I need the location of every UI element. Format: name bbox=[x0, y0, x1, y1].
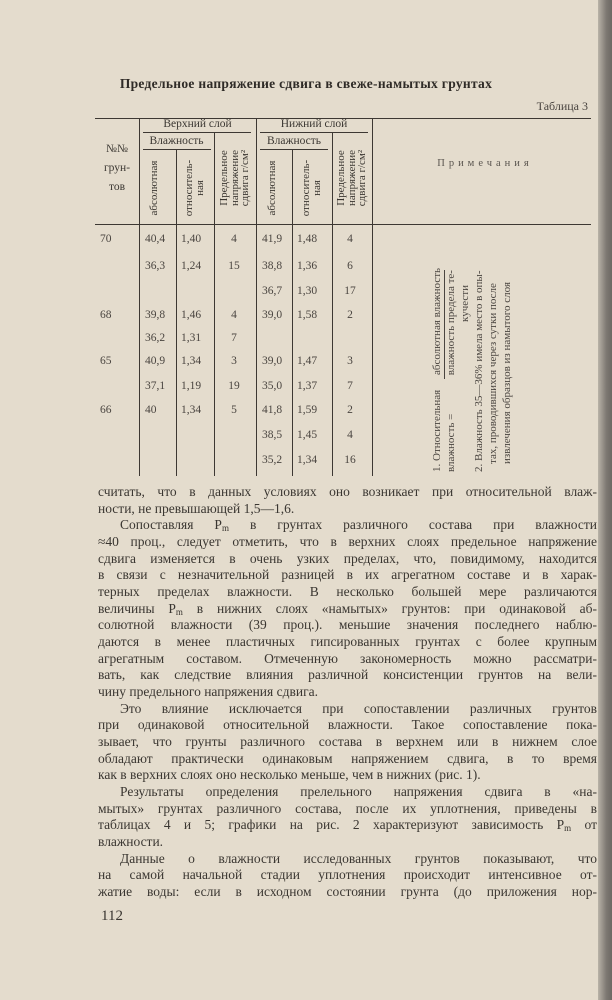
table-cell: 16 bbox=[344, 454, 356, 466]
column-rule bbox=[292, 150, 293, 476]
note-text: 1. Относительная bbox=[431, 389, 443, 472]
table-cell: 1,48 bbox=[297, 233, 318, 245]
table-cell: 7 bbox=[347, 380, 353, 392]
table-cell: 4 bbox=[347, 233, 353, 245]
text-line: как в верхних слоях оно несколько меньше, чем в нижних (рис. 1). bbox=[98, 767, 481, 783]
table-cell: 19 bbox=[228, 380, 240, 392]
text-line: Результаты определения прелельного напряжения сдвига в «на- bbox=[120, 784, 597, 800]
table-cell: 3 bbox=[231, 355, 237, 367]
table-cell: 35,2 bbox=[262, 454, 283, 466]
text-span: таблицах 4 и 5; графики на рис. 2 характеризуют зависимость P bbox=[98, 817, 565, 833]
table-cell: 35,0 bbox=[262, 380, 283, 392]
text-line: чину предельного напряжения сдвига. bbox=[98, 684, 318, 700]
table-cell: 6 bbox=[347, 260, 353, 272]
header-text: относитель- bbox=[183, 159, 195, 217]
note-text: влажность = bbox=[445, 413, 457, 472]
header-lower-absolute: абсолютная bbox=[266, 160, 278, 216]
header-text: сдвига г/см² bbox=[356, 149, 368, 207]
table-cell: 38,8 bbox=[262, 260, 283, 272]
table-cell: 40 bbox=[145, 404, 157, 416]
note-text: кучести bbox=[459, 285, 471, 322]
text-line: сдвига изменяется в очень узких пределах, что, повидимому, находится bbox=[98, 550, 597, 566]
table-cell: 3 bbox=[347, 355, 353, 367]
header-lower-relative bbox=[301, 155, 323, 221]
text-line: при одинаковой относительной влажности. Такое сопоставление пока- bbox=[98, 717, 597, 733]
text-line: ности, не превышающей 1,5—1,6. bbox=[98, 500, 295, 516]
table-cell: 1,24 bbox=[181, 260, 202, 272]
text-line bbox=[98, 601, 597, 617]
table-cell: 17 bbox=[344, 285, 356, 297]
text-span: величины P bbox=[98, 600, 176, 616]
header-no-line: №№ bbox=[106, 143, 128, 155]
note-fraction-numerator: абсолютная влажность bbox=[431, 267, 443, 376]
column-rule bbox=[332, 132, 333, 476]
subscript: m bbox=[564, 823, 572, 834]
table-cell: 68 bbox=[100, 309, 112, 321]
text-line: считать, что в данных условиях оно возникает при относительной влаж- bbox=[98, 484, 597, 499]
note-1 bbox=[444, 232, 458, 472]
table-cell: 1,46 bbox=[181, 309, 202, 321]
header-text: ная bbox=[310, 180, 323, 196]
table-cell: 1,37 bbox=[297, 380, 318, 392]
text-span: в нижних слоях «намытых» грунтов: при одинаковой аб- bbox=[182, 600, 597, 616]
text-line bbox=[120, 517, 597, 533]
table-cell: 4 bbox=[231, 233, 237, 245]
upper-layer-rule bbox=[143, 132, 251, 133]
text-span: в грунтах различного состава при влажности bbox=[228, 517, 597, 533]
table-number: Таблица 3 bbox=[536, 99, 588, 113]
table-cell: 65 bbox=[100, 355, 112, 367]
text-line: ≈40 проц., следует отметить, что в верхних слоях предельное напряжение bbox=[98, 534, 597, 549]
header-no bbox=[97, 140, 137, 197]
table-cell: 1,58 bbox=[297, 309, 318, 321]
note-1 bbox=[430, 232, 444, 472]
header-upper-humidity: Влажность bbox=[149, 135, 204, 147]
subscript: m bbox=[175, 606, 183, 617]
header-text: Предельное bbox=[218, 150, 230, 206]
table-cell: 36,2 bbox=[145, 332, 166, 344]
table-cell: 1,30 bbox=[297, 285, 318, 297]
note-2: тах, проводившихся через сутки после bbox=[487, 283, 499, 464]
table-cell: 37,1 bbox=[145, 380, 166, 392]
text-line: вать, как следствие влияния различной консистенции грунтов на вели- bbox=[98, 667, 597, 683]
header-text: напряжение bbox=[345, 149, 358, 207]
header-notes: Примечания bbox=[437, 158, 533, 169]
header-lower-humidity: Влажность bbox=[266, 135, 322, 147]
header-text: ная bbox=[193, 180, 206, 196]
header-upper-absolute: абсолютная bbox=[148, 160, 160, 216]
page-number: 112 bbox=[101, 908, 123, 924]
table-cell: 2 bbox=[347, 309, 353, 321]
table-cell: 1,34 bbox=[297, 454, 318, 466]
table-cell: 1,34 bbox=[181, 355, 202, 367]
header-text: сдвига г/см² bbox=[239, 149, 251, 207]
table-cell: 36,3 bbox=[145, 260, 166, 272]
table-cell: 4 bbox=[231, 309, 237, 321]
table-cell: 40,4 bbox=[145, 233, 166, 245]
table-cell: 1,19 bbox=[181, 380, 202, 392]
text-line: даются в менее пластичных гипсированных грунтах с более крупным bbox=[98, 634, 597, 650]
table-cell: 41,9 bbox=[262, 233, 283, 245]
text-line: Данные о влажности исследованных грунтов показывают, что bbox=[120, 850, 597, 866]
header-upper-layer: Верхний слой bbox=[163, 118, 232, 130]
table-cell: 1,36 bbox=[297, 260, 318, 272]
text-line bbox=[98, 817, 597, 833]
column-rule bbox=[372, 118, 373, 476]
text-line: Это влияние исключается при сопоставлении различных грунтов bbox=[120, 700, 597, 716]
lower-layer-rule bbox=[260, 132, 368, 133]
table-cell: 66 bbox=[100, 404, 112, 416]
note-2: 2. Влажность 35—36% имела место в опы- bbox=[473, 270, 485, 472]
table-cell: 40,9 bbox=[145, 355, 166, 367]
table-cell: 41,8 bbox=[262, 404, 283, 416]
column-rule bbox=[139, 118, 140, 476]
table-cell: 4 bbox=[347, 429, 353, 441]
table-title: Предельное напряжение сдвига в свеже-намытых грунтах bbox=[119, 76, 493, 91]
table-cell: 7 bbox=[231, 332, 237, 344]
column-rule bbox=[176, 150, 177, 476]
text-line: в связи с незначительной разницей в их агрегатном составе и в харак- bbox=[98, 567, 597, 583]
text-line: зывает, что грунты различного состава в верхнем или в нижнем слое bbox=[98, 734, 597, 750]
column-rule bbox=[256, 118, 257, 476]
table-notes bbox=[430, 232, 554, 472]
table-cell: 39,0 bbox=[262, 309, 283, 321]
note-fraction-denominator: влажность предела те- bbox=[444, 270, 457, 379]
text-line: терных пределах влажности. В несколько большей мере различаются bbox=[98, 584, 597, 600]
table-cell: 1,31 bbox=[181, 332, 202, 344]
table-cell: 36,7 bbox=[262, 285, 283, 297]
header-upper-relative bbox=[184, 155, 206, 221]
header-lower-limit-stress bbox=[336, 135, 368, 221]
lower-humidity-rule bbox=[260, 149, 328, 150]
header-text: относитель- bbox=[300, 159, 312, 217]
header-text: Предельное bbox=[335, 150, 347, 206]
text-line: агрегатным составом. Отмеченную закономерность можно рассматри- bbox=[98, 650, 597, 666]
text-span: от bbox=[571, 817, 597, 833]
table-cell: 1,59 bbox=[297, 404, 318, 416]
table-cell: 38,5 bbox=[262, 429, 283, 441]
text-span: Сопоставляя P bbox=[120, 517, 222, 533]
table-cell: 39,0 bbox=[262, 355, 283, 367]
table-cell: 39,8 bbox=[145, 309, 166, 321]
table-cell: 5 bbox=[231, 404, 237, 416]
note-2: извлечения образцов из намытого слоя bbox=[501, 281, 513, 464]
text-line: жатие воды: если в исходном состоянии грунта (до приложения нор- bbox=[98, 884, 597, 900]
text-line: на самой начальной стадии уплотнения происходит интенсивное от- bbox=[98, 867, 597, 883]
header-no-line: грун- bbox=[103, 162, 131, 174]
table-cell: 15 bbox=[228, 260, 240, 272]
header-bottom-rule bbox=[95, 224, 591, 225]
header-no-line: тов bbox=[108, 181, 126, 193]
column-rule bbox=[214, 132, 215, 476]
upper-humidity-rule bbox=[143, 149, 211, 150]
table-cell: 1,47 bbox=[297, 355, 318, 367]
table-cell: 70 bbox=[100, 233, 112, 245]
table-cell: 1,45 bbox=[297, 429, 318, 441]
header-lower-layer: Нижний слой bbox=[280, 118, 348, 130]
subscript: m bbox=[221, 523, 229, 534]
table-cell: 1,34 bbox=[181, 404, 202, 416]
book-gutter-edge bbox=[598, 0, 612, 1000]
header-text: напряжение bbox=[228, 149, 241, 207]
text-line: влажности. bbox=[98, 834, 164, 850]
table-cell: 1,40 bbox=[181, 233, 202, 245]
text-line: мытых» грунтах различного состава, после их уплотнения, приведены в bbox=[98, 800, 597, 816]
text-line: солютной влажности (39 проц.). меньшие значения последнего наблю- bbox=[98, 617, 597, 633]
text-line: обладают практически одинаковым напряжением сдвига, в то время bbox=[98, 750, 597, 766]
header-upper-limit-stress bbox=[219, 135, 251, 221]
table-cell: 2 bbox=[347, 404, 353, 416]
